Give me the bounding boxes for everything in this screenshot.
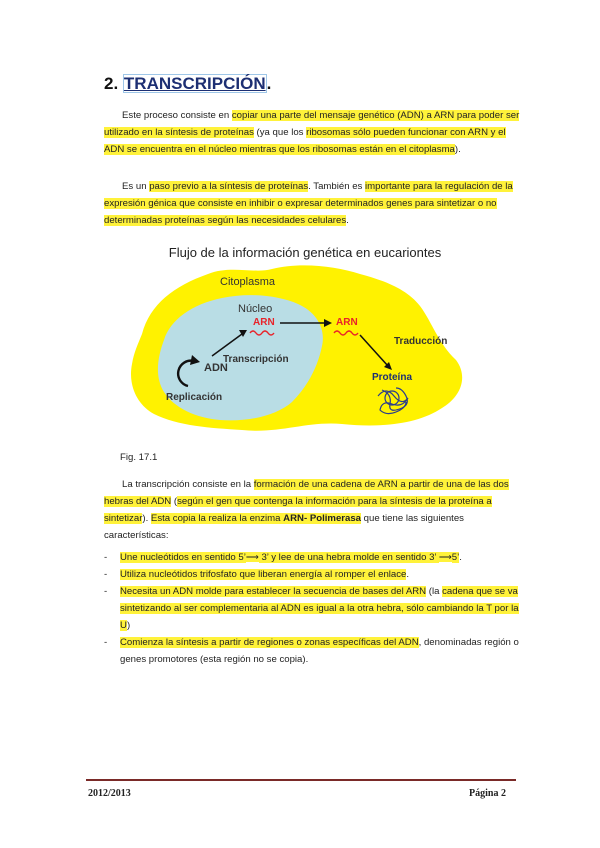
paragraph-2 <box>104 178 524 229</box>
b2-text-1: Utiliza nucleótidos trifosfato que liberan energía al romper el enlace <box>120 569 407 580</box>
label-adn: ADN <box>204 362 228 374</box>
p3-highlight-2: según el gen que contenga la información para la síntesis de la proteína a sintetizar <box>104 496 492 524</box>
arrow-right-icon: ⟶ <box>245 552 259 562</box>
footer-page-number: Página 2 <box>469 788 506 799</box>
label-arn-nucleus: ARN <box>253 317 275 328</box>
paragraph-1 <box>104 107 524 158</box>
p2-text-3: . <box>346 215 349 226</box>
paragraph-3 <box>104 476 524 544</box>
section-title-period: . <box>266 74 272 93</box>
b1-text-1: Une nucleótidos en sentido 5’ <box>120 552 246 563</box>
b2-text-2: . <box>406 569 410 580</box>
b1-text-3: 5’ <box>451 552 460 563</box>
section-title: TRANSCRIPCIÓN <box>123 74 266 93</box>
list-item <box>104 634 524 668</box>
list-item <box>104 566 524 583</box>
label-citoplasma: Citoplasma <box>220 276 276 288</box>
b3-text-3: cadena que se va sintetizando al ser complementaria al ADN es igual a la otra hebra, sólo cambiando la T por la U <box>120 586 519 631</box>
label-arn-cytoplasm: ARN <box>336 317 358 328</box>
section-number: 2. <box>104 74 119 93</box>
p2-highlight-1: paso previo a la síntesis de proteínas <box>149 181 309 192</box>
p2-highlight-2: importante para la regulación de la expresión génica que consiste en inhibir o expresar determinados genes para sintetizar o no determinadas proteínas según las necesidades celulares <box>104 181 513 226</box>
p1-text-2: (ya que los <box>253 127 307 138</box>
b3-text-4: ) <box>126 620 131 631</box>
label-transcripcion: Transcripción <box>223 354 289 365</box>
characteristics-list <box>104 549 524 668</box>
p1-highlight-2: ribosomas sólo pueden funcionar con ARN y el ADN se encuentra en el núcleo mientras que los ribosomas están en el citoplasma <box>104 127 506 155</box>
figure-caption: Fig. 17.1 <box>120 452 158 463</box>
p2-text-1: Es un <box>122 181 150 192</box>
b3-text-1: Necesita un ADN molde para establecer la secuencia de bases del ARN <box>120 586 427 597</box>
p1-highlight-1: copiar una parte del mensaje genético (ADN) a ARN para poder ser utilizado en la síntesis de proteínas <box>104 110 520 138</box>
label-replicacion: Replicación <box>166 392 223 403</box>
footer-divider <box>86 779 516 781</box>
p3-text-1: La transcripción consiste en la <box>122 479 254 490</box>
label-traduccion: Traducción <box>394 336 448 347</box>
p1-text-3: ). <box>454 144 461 155</box>
b3-text-2: (la <box>426 586 443 597</box>
p1-text-1: Este proceso consiste en <box>122 110 232 121</box>
label-proteina: Proteína <box>372 372 413 383</box>
label-nucleo: Núcleo <box>238 303 273 315</box>
diagram-title: Flujo de la información genética en eucariontes <box>168 245 442 260</box>
p3-text-4: que tiene las siguientes características: <box>104 513 464 541</box>
p3-enzyme-name: ARN- Polimerasa <box>283 513 362 524</box>
genetic-flow-diagram <box>120 238 480 438</box>
list-item <box>104 549 524 566</box>
arrow-right-icon: ⟶ <box>438 552 452 562</box>
p2-text-2: . También es <box>308 181 366 192</box>
b1-text-4: . <box>459 552 462 563</box>
b4-text-1: Comienza la síntesis a partir de regiones o zonas específicas del ADN <box>120 637 419 648</box>
p3-highlight-1: formación de una cadena de ARN a partir de una de las dos hebras del ADN <box>104 479 509 507</box>
list-item <box>104 583 524 634</box>
footer-year: 2012/2013 <box>88 788 131 799</box>
p3-text-2: ( <box>171 496 178 507</box>
p3-highlight-3: Esta copia la realiza la enzima <box>150 513 284 524</box>
b4-text-2: , denominadas región o genes promotores (esta región no se copia). <box>120 637 519 665</box>
b1-text-2: 3’ y lee de una hebra molde en sentido 3’ <box>258 552 439 563</box>
section-heading <box>104 74 271 94</box>
p3-text-3: ). <box>142 513 151 524</box>
